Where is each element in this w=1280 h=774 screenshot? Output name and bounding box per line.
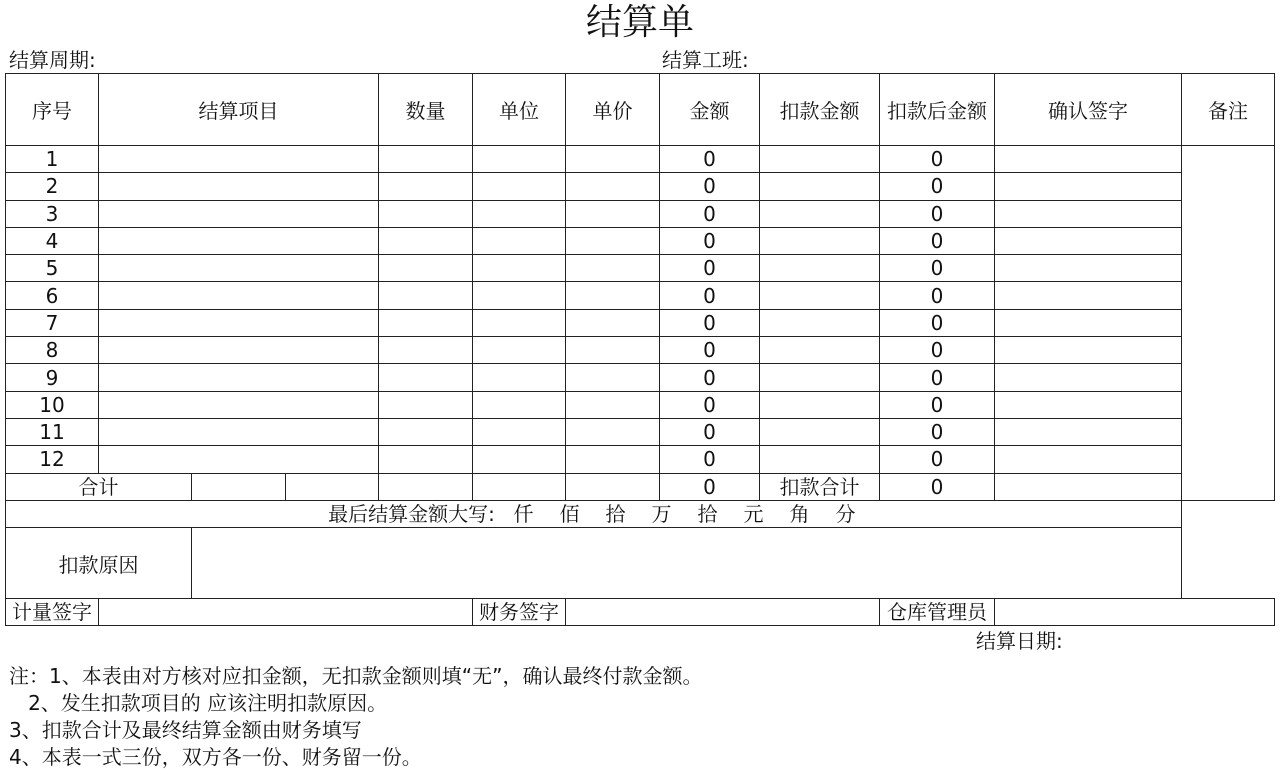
unit-price-cell[interactable]	[566, 255, 660, 282]
final-amount-row	[6, 500, 1275, 527]
confirm-signature-cell[interactable]	[995, 446, 1182, 473]
header-after-deduction: 扣款后金额	[880, 74, 995, 146]
header-confirm-signature: 确认签字	[995, 74, 1182, 146]
row-index: 2	[6, 173, 99, 200]
amount-cell: 0	[660, 446, 760, 473]
deduction-cell[interactable]	[760, 173, 880, 200]
amount-unit-char: 元	[743, 502, 764, 526]
total-quantity-cell[interactable]	[379, 473, 473, 500]
after-deduction-cell: 0	[880, 309, 995, 336]
deduction-cell[interactable]	[760, 146, 880, 173]
deduction-cell[interactable]	[760, 446, 880, 473]
amount-cell: 0	[660, 227, 760, 254]
quantity-cell[interactable]	[379, 418, 473, 445]
amount-unit-char: 万	[651, 502, 672, 526]
total-amount: 0	[660, 473, 760, 500]
total-signature-cell[interactable]	[995, 473, 1182, 500]
quantity-cell[interactable]	[379, 146, 473, 173]
unit-price-cell[interactable]	[566, 391, 660, 418]
table-row	[6, 446, 1275, 473]
deduction-cell[interactable]	[760, 282, 880, 309]
deduction-cell[interactable]	[760, 364, 880, 391]
unit-cell[interactable]	[473, 446, 566, 473]
total-blank-cell[interactable]	[192, 473, 286, 500]
total-unit-price-cell[interactable]	[566, 473, 660, 500]
unit-cell[interactable]	[473, 418, 566, 445]
amount-unit-char: 拾	[697, 502, 718, 526]
remarks-cell[interactable]	[1182, 146, 1275, 501]
total-unit-cell[interactable]	[473, 473, 566, 500]
amount-cell: 0	[660, 391, 760, 418]
row-index: 11	[6, 418, 99, 445]
settlement-team-label: 结算工班:	[662, 48, 749, 72]
total-after-deduction: 0	[880, 473, 995, 500]
unit-price-cell[interactable]	[566, 227, 660, 254]
confirm-signature-cell[interactable]	[995, 200, 1182, 227]
table-row	[6, 337, 1275, 364]
table-row	[6, 146, 1275, 173]
amount-cell: 0	[660, 255, 760, 282]
quantity-cell[interactable]	[379, 282, 473, 309]
quantity-cell[interactable]	[379, 391, 473, 418]
confirm-signature-cell[interactable]	[995, 364, 1182, 391]
final-amount-cell[interactable]	[6, 500, 1182, 527]
after-deduction-cell: 0	[880, 200, 995, 227]
deduction-cell[interactable]	[760, 200, 880, 227]
finance-signature-field[interactable]	[566, 599, 880, 626]
total-blank-cell[interactable]	[286, 473, 379, 500]
confirm-signature-cell[interactable]	[995, 418, 1182, 445]
row-index: 10	[6, 391, 99, 418]
header-quantity: 数量	[379, 74, 473, 146]
quantity-cell[interactable]	[379, 227, 473, 254]
row-index: 4	[6, 227, 99, 254]
table-row	[6, 418, 1275, 445]
settlement-table	[5, 73, 1275, 626]
item-cell[interactable]	[99, 337, 379, 364]
amount-cell: 0	[660, 173, 760, 200]
confirm-signature-cell[interactable]	[995, 337, 1182, 364]
amount-cell: 0	[660, 200, 760, 227]
row-index: 5	[6, 255, 99, 282]
after-deduction-cell: 0	[880, 337, 995, 364]
note-line-4: 4、本表一式三份，双方各一份、财务留一份。	[9, 745, 422, 769]
after-deduction-cell: 0	[880, 418, 995, 445]
after-deduction-cell: 0	[880, 173, 995, 200]
after-deduction-cell: 0	[880, 227, 995, 254]
header-unit-price: 单价	[566, 74, 660, 146]
unit-cell[interactable]	[473, 282, 566, 309]
deduction-total-label: 扣款合计	[760, 473, 880, 500]
deduction-cell[interactable]	[760, 337, 880, 364]
quantity-cell[interactable]	[379, 337, 473, 364]
unit-cell[interactable]	[473, 337, 566, 364]
table-row	[6, 200, 1275, 227]
deduction-reason-field[interactable]	[192, 528, 1182, 599]
header-remarks: 备注	[1182, 74, 1275, 146]
item-cell[interactable]	[99, 391, 379, 418]
confirm-signature-cell[interactable]	[995, 227, 1182, 254]
header-item: 结算项目	[99, 74, 379, 146]
after-deduction-cell: 0	[880, 146, 995, 173]
confirm-signature-cell[interactable]	[995, 309, 1182, 336]
unit-price-cell[interactable]	[566, 200, 660, 227]
warehouse-manager-field[interactable]	[995, 599, 1275, 626]
unit-cell[interactable]	[473, 173, 566, 200]
quantity-cell[interactable]	[379, 364, 473, 391]
header-unit: 单位	[473, 74, 566, 146]
header-index: 序号	[6, 74, 99, 146]
deduction-reason-row	[6, 528, 1275, 599]
after-deduction-cell: 0	[880, 446, 995, 473]
item-cell[interactable]	[99, 255, 379, 282]
deduction-reason-label: 扣款原因	[6, 528, 192, 599]
warehouse-manager-label: 仓库管理员	[880, 599, 995, 626]
deduction-cell[interactable]	[760, 255, 880, 282]
table-row	[6, 227, 1275, 254]
amount-cell: 0	[660, 364, 760, 391]
item-cell[interactable]	[99, 146, 379, 173]
after-deduction-cell: 0	[880, 255, 995, 282]
confirm-signature-cell[interactable]	[995, 173, 1182, 200]
unit-price-cell[interactable]	[566, 173, 660, 200]
confirm-signature-cell[interactable]	[995, 391, 1182, 418]
unit-cell[interactable]	[473, 200, 566, 227]
note-line-1: 注：1、本表由对方核对应扣金额，无扣款金额则填“无”，确认最终付款金额。	[9, 664, 703, 688]
unit-cell[interactable]	[473, 255, 566, 282]
unit-cell[interactable]	[473, 391, 566, 418]
measure-signature-field[interactable]	[99, 599, 473, 626]
quantity-cell[interactable]	[379, 446, 473, 473]
deduction-cell[interactable]	[760, 227, 880, 254]
measure-signature-label: 计量签字	[6, 599, 99, 626]
item-cell[interactable]	[99, 200, 379, 227]
table-row	[6, 364, 1275, 391]
unit-cell[interactable]	[473, 227, 566, 254]
document-title: 结算单	[585, 2, 694, 43]
amount-unit-char: 拾	[605, 502, 626, 526]
unit-price-cell[interactable]	[566, 337, 660, 364]
amount-unit-char: 仟	[513, 502, 534, 526]
amount-cell: 0	[660, 309, 760, 336]
item-cell[interactable]	[99, 446, 379, 473]
total-row	[6, 473, 1275, 500]
unit-price-cell[interactable]	[566, 446, 660, 473]
header-deduction: 扣款金额	[760, 74, 880, 146]
item-cell[interactable]	[99, 364, 379, 391]
deduction-cell[interactable]	[760, 418, 880, 445]
quantity-cell[interactable]	[379, 200, 473, 227]
unit-price-cell[interactable]	[566, 418, 660, 445]
table-row	[6, 309, 1275, 336]
deduction-cell[interactable]	[760, 309, 880, 336]
item-cell[interactable]	[99, 282, 379, 309]
note-line-3: 3、扣款合计及最终结算金额由财务填写	[9, 718, 362, 742]
header-amount: 金额	[660, 74, 760, 146]
row-index: 12	[6, 446, 99, 473]
after-deduction-cell: 0	[880, 282, 995, 309]
table-row	[6, 391, 1275, 418]
unit-cell[interactable]	[473, 364, 566, 391]
header-row	[6, 74, 1275, 146]
quantity-cell[interactable]	[379, 255, 473, 282]
row-index: 1	[6, 146, 99, 173]
row-index: 3	[6, 200, 99, 227]
deduction-cell[interactable]	[760, 391, 880, 418]
unit-price-cell[interactable]	[566, 364, 660, 391]
settlement-period-label: 结算周期:	[9, 48, 96, 72]
settlement-date-label: 结算日期:	[976, 629, 1063, 653]
table-row	[6, 282, 1275, 309]
row-index: 9	[6, 364, 99, 391]
amount-unit-char: 角	[789, 502, 810, 526]
unit-cell[interactable]	[473, 309, 566, 336]
after-deduction-cell: 0	[880, 391, 995, 418]
after-deduction-cell: 0	[880, 364, 995, 391]
row-index: 8	[6, 337, 99, 364]
item-cell[interactable]	[99, 173, 379, 200]
table-row	[6, 255, 1275, 282]
signature-row	[6, 599, 1275, 626]
unit-price-cell[interactable]	[566, 146, 660, 173]
row-index: 7	[6, 309, 99, 336]
finance-signature-label: 财务签字	[473, 599, 566, 626]
row-index: 6	[6, 282, 99, 309]
unit-price-cell[interactable]	[566, 282, 660, 309]
amount-cell: 0	[660, 282, 760, 309]
item-cell[interactable]	[99, 309, 379, 336]
item-cell[interactable]	[99, 227, 379, 254]
final-amount-label: 最后结算金额大写:	[328, 502, 495, 526]
quantity-cell[interactable]	[379, 173, 473, 200]
confirm-signature-cell[interactable]	[995, 146, 1182, 173]
unit-price-cell[interactable]	[566, 309, 660, 336]
table-row	[6, 173, 1275, 200]
note-line-2: 2、发生扣款项目的 应该注明扣款原因。	[9, 691, 388, 715]
confirm-signature-cell[interactable]	[995, 255, 1182, 282]
amount-unit-char: 佰	[559, 502, 580, 526]
amount-cell: 0	[660, 337, 760, 364]
confirm-signature-cell[interactable]	[995, 282, 1182, 309]
amount-unit-char: 分	[835, 502, 856, 526]
amount-cell: 0	[660, 418, 760, 445]
amount-units	[514, 502, 882, 526]
quantity-cell[interactable]	[379, 309, 473, 336]
total-label: 合计	[6, 473, 192, 500]
amount-cell: 0	[660, 146, 760, 173]
unit-cell[interactable]	[473, 146, 566, 173]
item-cell[interactable]	[99, 418, 379, 445]
